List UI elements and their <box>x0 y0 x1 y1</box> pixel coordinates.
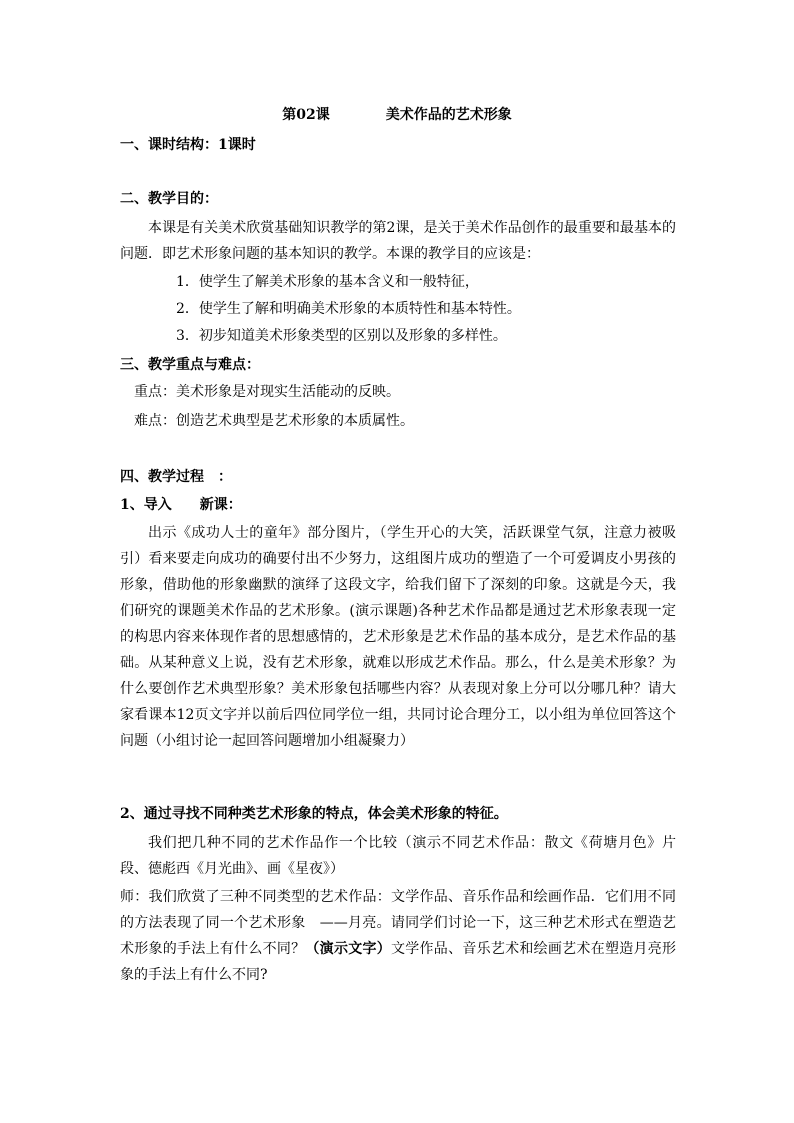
goal-item: 1．使学生了解美术形象的基本含义和一般特征， <box>176 274 479 290</box>
page-title <box>0 105 794 125</box>
demo-text-label: （演示文字） <box>305 941 392 957</box>
teacher-text: 师：我们欣赏了三种不同类型的艺术作品：文学作品、音乐作品和绘画作品．它们用不同的方法表现了同一个艺术形象 ——月亮。请同学们讨论一下，这三种艺术形式在塑造艺术形象的手法上有什么不同？ <box>120 889 676 957</box>
section-heading-structure: 一、课时结构：1课时 <box>120 137 256 153</box>
lesson-number: 第02课 <box>282 107 330 123</box>
teacher-paragraph <box>120 884 676 988</box>
key-point: 重点：美术形象是对现实生活能动的反映。 <box>134 384 400 400</box>
lesson-name: 美术作品的艺术形象 <box>385 107 512 123</box>
section-heading-objectives: 二、教学目的： <box>120 191 218 207</box>
goal-item: 2．使学生了解和明确美术形象的本质特性和基本特性。 <box>176 301 521 317</box>
section-heading-key-points: 三、教学重点与难点： <box>120 357 260 373</box>
section-heading-process: 四、教学过程 ： <box>120 469 232 485</box>
step1-paragraph: 出示《成功人士的童年》部分图片，（学生开心的大笑，活跃课堂气氛，注意力被吸引）看来要走向成功的确要付出不少努力，这组图片成功的塑造了一个可爱调皮小男孩的形象，借助他的形象幽默的演绎了这段文字，给我们留下了深刻的印象。这就是今天，我们研究的课题美术作品的艺术形象。(演示课题)各种艺术作品都是通过艺术形象表现一定的构思内容来体现作者的思想感情的，艺术形象是艺术作品的基本成分，是艺术作品的基础。从某种意义上说，没有艺术形象，就难以形成艺术作品。那么，什么是美术形象？为什么要创作艺术典型形象？美术形象包括哪些内容？从表现对象上分可以分哪几种？请大家看课本12页文字并以前后四位同学位一组，共同讨论合理分工，以小组为单位回答这个问题（小组讨论一起回答问题增加小组凝聚力） <box>120 525 676 749</box>
step1-heading: 1、导入 新课： <box>120 497 242 513</box>
difficulty-point: 难点：创造艺术典型是艺术形象的本质属性。 <box>134 413 414 429</box>
goal-item: 3．初步知道美术形象类型的区别以及形象的多样性。 <box>176 328 507 344</box>
teacher-question: 文学作品、音乐艺术和绘画艺术在塑造月亮形象的手法上有什么不同? <box>120 941 677 983</box>
step2-heading: 2、通过寻找不同种类艺术形象的特点，体会美术形象的特征。 <box>120 806 508 822</box>
step2-paragraph: 我们把几种不同的艺术作品作一个比较（演示不同艺术作品：散文《荷塘月色》片段、德彪西《月光曲》、画《星夜》） <box>120 835 676 877</box>
objectives-intro: 本课是有关美术欣赏基础知识教学的第2课，是关于美术作品创作的最重要和最基本的问题．即艺术形象问题的基本知识的教学。本课的教学目的应该是： <box>120 220 676 262</box>
